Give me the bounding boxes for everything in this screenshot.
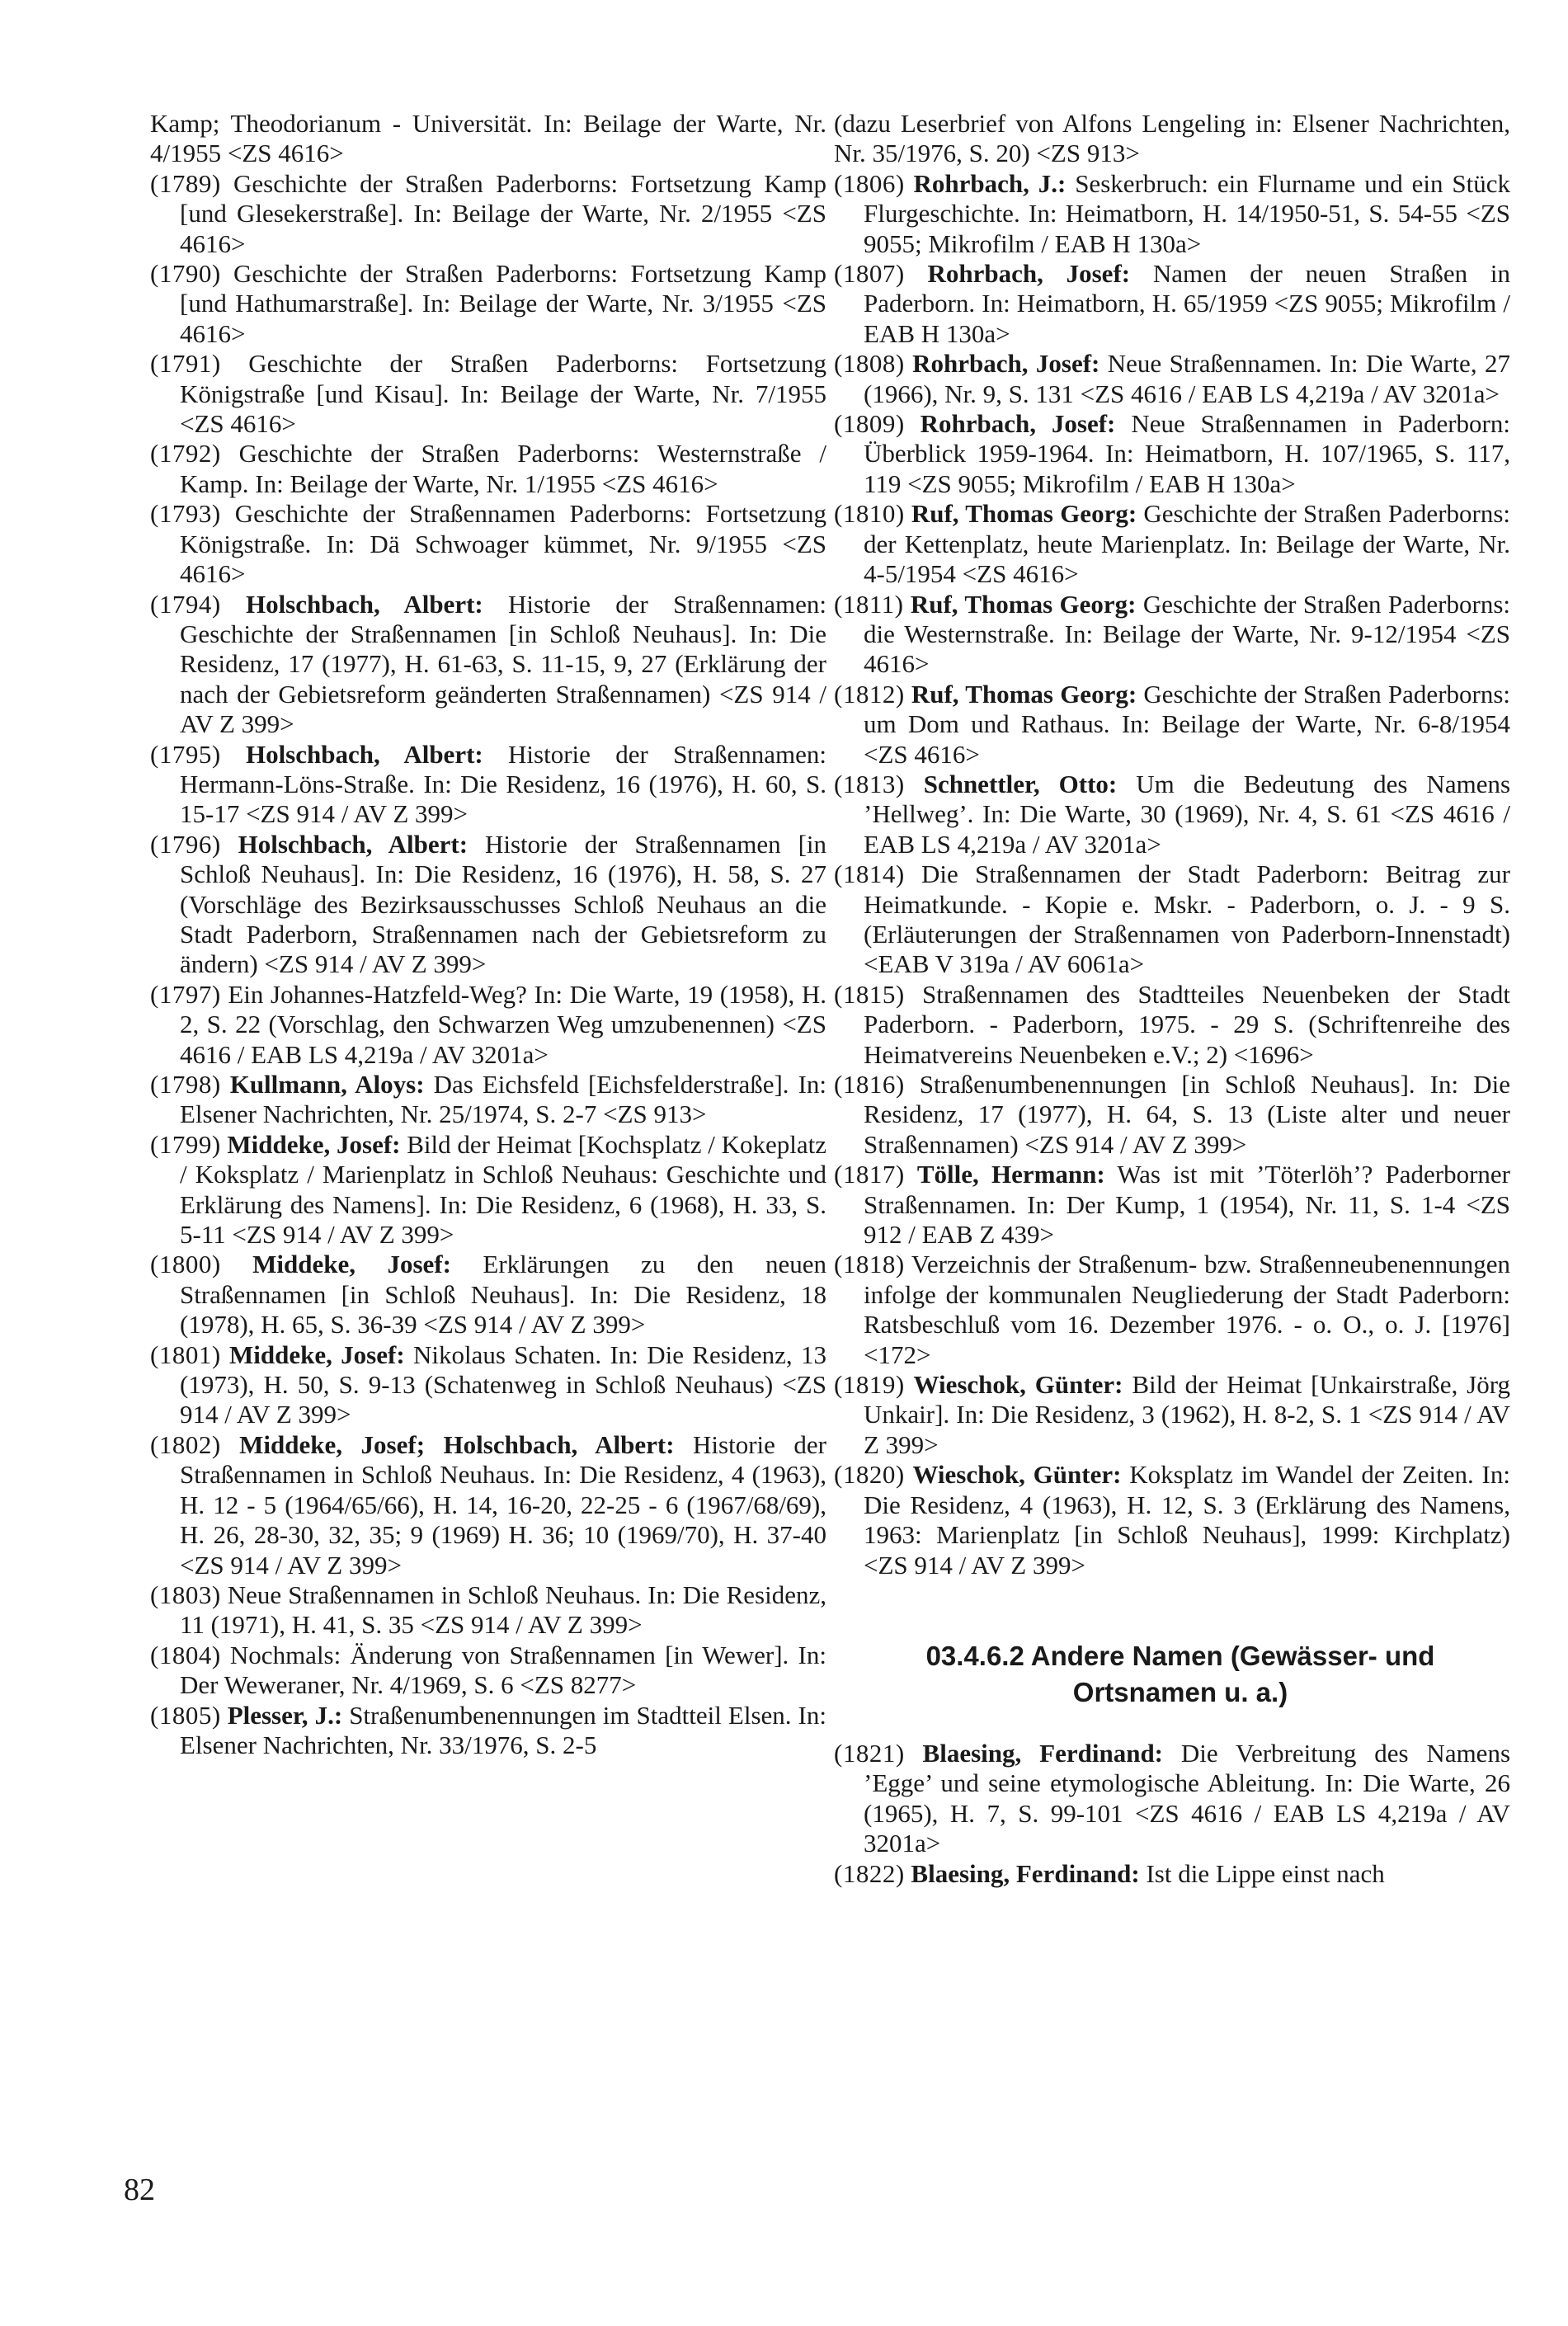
bib-entry bbox=[834, 499, 1510, 589]
entry-text: Geschichte der Straßen Paderborns: Fortsetzung Kamp [und Glesekerstraße]. In: Beilage der Warte, Nr. 2/1955 <ZS 4616> bbox=[180, 168, 826, 258]
entry-author: Ruf, Thomas Georg: bbox=[911, 679, 1137, 709]
bib-entry bbox=[150, 499, 826, 589]
entry-text: Das Eichsfeld [Eichsfelderstraße]. In: Elsener Nachrichten, Nr. 25/1974, S. 2-7 <ZS 913> bbox=[180, 1070, 827, 1129]
entry-number: (1810) bbox=[834, 499, 905, 529]
bib-entry bbox=[834, 409, 1510, 499]
bib-entry bbox=[150, 1430, 826, 1580]
entry-number: (1800) bbox=[150, 1250, 221, 1279]
entry-author: Rohrbach, Josef: bbox=[927, 259, 1131, 289]
entry-number: (1815) bbox=[834, 979, 905, 1009]
entry-text: Geschichte der Straßen Paderborns: um Dom und Rathaus. In: Beilage der Warte, Nr. 6-8/1954 <ZS 4616> bbox=[864, 679, 1511, 769]
right-column bbox=[834, 109, 1510, 1889]
bib-entry bbox=[150, 349, 826, 439]
entry-text: Neue Straßennamen in Paderborn: Überblick 1959-1964. In: Heimatborn, H. 107/1965, S. 117, 119 <ZS 9055; Mikrofilm / EAB H 130a> bbox=[864, 409, 1510, 498]
bib-entry bbox=[150, 830, 826, 980]
bib-entry bbox=[834, 1070, 1510, 1160]
entry-number: (1790) bbox=[150, 259, 221, 289]
entry-text: (dazu Leserbrief von Alfons Lengeling in: Elsener Nachrichten, Nr. 35/1976, S. 20) <ZS 913> bbox=[834, 109, 1510, 168]
entry-number: (1818) bbox=[834, 1250, 905, 1279]
bib-entry bbox=[150, 740, 826, 830]
entry-text: Straßenumbenennungen [in Schloß Neuhaus]. In: Die Residenz, 17 (1977), H. 64, S. 13 (Liste alter und neuer Straßennamen) <ZS 914 / AV Z 399> bbox=[864, 1070, 1510, 1159]
bib-entry bbox=[150, 439, 826, 499]
entry-text: Historie der Straßennamen: Hermann-Löns-Straße. In: Die Residenz, 16 (1976), H. 60, S. 15-17 <ZS 914 / AV Z 399> bbox=[180, 739, 827, 829]
entry-text: Straßennamen des Stadtteiles Neuenbeken der Stadt Paderborn. - Paderborn, 1975. - 29 S. (Schriftenreihe des Heimatvereins Neuenbeken e.V.; 2) <1696> bbox=[864, 979, 1511, 1069]
entry-number: (1789) bbox=[150, 168, 221, 198]
entry-number: (1806) bbox=[834, 168, 905, 198]
bib-entry bbox=[834, 1370, 1510, 1460]
bib-entry bbox=[834, 1460, 1510, 1580]
entry-text: Was ist mit ’Töterlöh’? Paderborner Straßennamen. In: Der Kump, 1 (1954), Nr. 11, S. 1-4 <ZS 912 / EAB Z 439> bbox=[864, 1160, 1511, 1250]
bib-entry bbox=[150, 1641, 826, 1701]
entry-author: Holschbach, Albert: bbox=[245, 739, 483, 769]
entry-number: (1792) bbox=[150, 439, 221, 468]
entry-number: (1798) bbox=[150, 1070, 221, 1099]
entry-text: Nikolaus Schaten. In: Die Residenz, 13 (1973), H. 50, S. 9-13 (Schatenweg in Schloß Neuhaus) <ZS 914 / AV Z 399> bbox=[180, 1340, 826, 1429]
entry-number: (1821) bbox=[834, 1738, 905, 1768]
entry-author: Schnettler, Otto: bbox=[923, 769, 1118, 798]
entry-author: Wieschok, Günter: bbox=[912, 1460, 1122, 1490]
entry-author: Plesser, J.: bbox=[227, 1700, 343, 1730]
bib-entry bbox=[834, 1859, 1510, 1889]
bib-entry bbox=[834, 590, 1510, 680]
entry-number: (1811) bbox=[834, 589, 904, 619]
entry-number: (1814) bbox=[834, 859, 905, 889]
entry-author: Ruf, Thomas Georg: bbox=[911, 499, 1137, 529]
entry-number: (1793) bbox=[150, 499, 221, 529]
entry-text: Seskerbruch: ein Flurname und ein Stück Flurgeschichte. In: Heimatborn, H. 14/1950-51, S. 54-55 <ZS 9055; Mikrofilm / EAB H 130a> bbox=[864, 168, 1510, 258]
entry-text: Neue Straßennamen. In: Die Warte, 27 (1966), Nr. 9, S. 131 <ZS 4616 / EAB LS 4,219a / AV 3201a> bbox=[864, 349, 1510, 408]
bib-entry bbox=[150, 1701, 826, 1761]
entry-number: (1804) bbox=[150, 1640, 221, 1669]
entry-author: Middeke, Josef: bbox=[252, 1250, 451, 1279]
entry-text: Bild der Heimat [Unkairstraße, Jörg Unkair]. In: Die Residenz, 3 (1962), H. 8-2, S. 1 <ZS 914 / AV Z 399> bbox=[864, 1370, 1511, 1459]
entry-number: (1813) bbox=[834, 769, 905, 798]
entry-text: Historie der Straßennamen: Geschichte der Straßennamen [in Schloß Neuhaus]. In: Die Residenz, 17 (1977), H. 61-63, S. 11-15, 9, 27 (Erklärung der nach der Gebietsreform geänderten Straßennamen) <ZS 914 / AV Z 399> bbox=[180, 589, 827, 739]
entry-number: (1795) bbox=[150, 739, 221, 769]
entry-number: (1822) bbox=[834, 1858, 905, 1888]
bib-entry bbox=[834, 859, 1510, 980]
entry-text: Namen der neuen Straßen in Paderborn. In: Heimatborn, H. 65/1959 <ZS 9055; Mikrofilm / EAB H 130a> bbox=[864, 259, 1510, 348]
entry-number: (1820) bbox=[834, 1460, 905, 1490]
entry-number: (1801) bbox=[150, 1340, 221, 1369]
entry-text: Geschichte der Straßen Paderborns: der Kettenplatz, heute Marienplatz. In: Beilage der Warte, Nr. 4-5/1954 <ZS 4616> bbox=[864, 499, 1511, 589]
entry-author: Middeke, Josef; Holschbach, Albert: bbox=[239, 1429, 675, 1459]
entry-number: (1794) bbox=[150, 589, 221, 619]
entry-number: (1808) bbox=[834, 349, 905, 379]
entry-text: Bild der Heimat [Kochsplatz / Kokeplatz / Koksplatz / Marienplatz in Schloß Neuhaus: Geschichte und Erklärung des Namens]. In: Die Residenz, 6 (1968), H. 33, S. 5-11 <ZS 914 / AV Z 399> bbox=[180, 1129, 827, 1250]
entry-text: Neue Straßennamen in Schloß Neuhaus. In: Die Residenz, 11 (1971), H. 41, S. 35 <ZS 914 / AV Z 399> bbox=[180, 1580, 826, 1640]
entry-author: Tölle, Hermann: bbox=[916, 1160, 1105, 1189]
bib-entry bbox=[834, 770, 1510, 859]
entry-number: (1796) bbox=[150, 829, 221, 859]
entry-text: Geschichte der Straßen Paderborns: Fortsetzung Kamp [und Hathumarstraße]. In: Beilage der Warte, Nr. 3/1955 <ZS 4616> bbox=[180, 259, 826, 348]
entry-number: (1816) bbox=[834, 1070, 905, 1099]
bib-entry bbox=[150, 1580, 826, 1641]
bib-entry bbox=[150, 109, 826, 169]
entry-author: Rohrbach, Josef: bbox=[920, 409, 1116, 439]
bib-entry bbox=[150, 1340, 826, 1430]
entry-author: Holschbach, Albert: bbox=[238, 829, 469, 859]
entry-text: Geschichte der Straßen Paderborns: Westernstraße / Kamp. In: Beilage der Warte, Nr. 1/1955 <ZS 4616> bbox=[180, 439, 826, 498]
entry-number: (1809) bbox=[834, 409, 905, 439]
entry-text: Straßenumbenennungen im Stadtteil Elsen. In: Elsener Nachrichten, Nr. 33/1976, S. 2-5 bbox=[180, 1700, 826, 1759]
entry-number: (1791) bbox=[150, 349, 221, 379]
bib-entry bbox=[834, 1250, 1510, 1370]
bib-entry bbox=[150, 1130, 826, 1250]
entry-text: Die Straßennamen der Stadt Paderborn: Beitrag zur Heimatkunde. - Kopie e. Mskr. - Paderborn, o. J. - 9 S. (Erläuterungen der Straßennamen von Paderborn-Innenstadt) <EAB V 319a / AV 6061a> bbox=[864, 859, 1511, 979]
bib-entry bbox=[150, 1250, 826, 1340]
bib-entry bbox=[150, 980, 826, 1070]
entry-number: (1807) bbox=[834, 259, 905, 289]
entry-author: Ruf, Thomas Georg: bbox=[910, 589, 1137, 619]
entry-text: Historie der Straßennamen [in Schloß Neuhaus]. In: Die Residenz, 16 (1976), H. 58, S. 27 (Vorschläge des Bezirksausschusses Schloß Neuhaus an die Stadt Paderborn, Straßennamen nach der Gebietsreform zu ändern) <ZS 914 / AV Z 399> bbox=[180, 829, 827, 979]
section-heading-line: 03.4.6.2 Andere Namen (Gewässer- und bbox=[925, 1640, 1435, 1671]
entry-number: (1805) bbox=[150, 1700, 221, 1730]
entry-number: (1799) bbox=[150, 1129, 221, 1159]
entry-number: (1819) bbox=[834, 1370, 905, 1400]
entry-text: Erklärungen zu den neuen Straßennamen [in Schloß Neuhaus]. In: Die Residenz, 18 (1978), H. 65, S. 36-39 <ZS 914 / AV Z 399> bbox=[180, 1250, 827, 1340]
entry-text: Ist die Lippe einst nach bbox=[1146, 1858, 1385, 1888]
bib-entry bbox=[834, 680, 1510, 770]
section-heading bbox=[834, 1638, 1510, 1711]
entry-author: Holschbach, Albert: bbox=[245, 589, 483, 619]
bib-entry bbox=[150, 1070, 826, 1130]
entry-number: (1797) bbox=[150, 979, 221, 1009]
entry-author: Rohrbach, J.: bbox=[913, 168, 1067, 198]
entry-number: (1803) bbox=[150, 1580, 221, 1609]
bib-entry bbox=[834, 1160, 1510, 1250]
entry-author: Kullmann, Aloys: bbox=[229, 1070, 425, 1099]
bib-entry bbox=[834, 259, 1510, 349]
entry-text: Geschichte der Straßen Paderborns: Fortsetzung Königstraße [und Kisau]. In: Beilage der Warte, Nr. 7/1955 <ZS 4616> bbox=[180, 349, 826, 439]
entry-text: Nochmals: Änderung von Straßennamen [in Wewer]. In: Der Weweraner, Nr. 4/1969, S. 6 <ZS 8277> bbox=[180, 1640, 826, 1700]
entry-number: (1812) bbox=[834, 679, 905, 709]
entry-text: Um die Bedeutung des Namens ’Hellweg’. In: Die Warte, 30 (1969), Nr. 4, S. 61 <ZS 4616 / EAB LS 4,219a / AV 3201a> bbox=[864, 769, 1511, 859]
bib-entry bbox=[834, 169, 1510, 259]
bib-entry bbox=[150, 590, 826, 740]
bib-entry bbox=[834, 109, 1510, 169]
entry-text: Historie der Straßennamen in Schloß Neuhaus. In: Die Residenz, 4 (1963), H. 12 - 5 (1964/65/66), H. 14, 16-20, 22-25 - 6 (1967/68/69), H. 26, 28-30, 32, 35; 9 (1969) H. 36; 10 (1969/70), H. 37-40 <ZS 914 / AV Z 399> bbox=[180, 1429, 826, 1580]
entry-text: Ein Johannes-Hatzfeld-Weg? In: Die Warte, 19 (1958), H. 2, S. 22 (Vorschlag, den Schwarzen Weg umzubenennen) <ZS 4616 / EAB LS 4,219a / AV 3201a> bbox=[180, 979, 826, 1069]
page-number: 82 bbox=[124, 2173, 155, 2207]
section-heading-line: Ortsnamen u. a.) bbox=[1072, 1676, 1288, 1707]
left-column bbox=[150, 109, 826, 1760]
entry-author: Wieschok, Günter: bbox=[913, 1370, 1123, 1400]
bib-entry bbox=[834, 349, 1510, 409]
entry-author: Blaesing, Ferdinand: bbox=[922, 1738, 1164, 1768]
entry-author: Blaesing, Ferdinand: bbox=[911, 1858, 1140, 1888]
entry-text: Koksplatz im Wandel der Zeiten. In: Die Residenz, 4 (1963), H. 12, S. 3 (Erklärung des Namens, 1963: Marienplatz [in Schloß Neuhaus], 1999: Kirchplatz) <ZS 914 / AV Z 399> bbox=[864, 1460, 1510, 1580]
entry-text: Geschichte der Straßen Paderborns: die Westernstraße. In: Beilage der Warte, Nr. 9-12/1954 <ZS 4616> bbox=[864, 589, 1510, 679]
bib-entry bbox=[834, 1739, 1510, 1859]
entry-number: (1802) bbox=[150, 1429, 221, 1459]
bib-entry bbox=[150, 169, 826, 259]
entry-text: Die Verbreitung des Namens ’Egge’ und seine etymologische Ableitung. In: Die Warte, 26 (1965), H. 7, S. 99-101 <ZS 4616 / EAB LS 4,219a / AV 3201a> bbox=[864, 1738, 1511, 1858]
bib-entry bbox=[150, 259, 826, 349]
bib-entry bbox=[834, 980, 1510, 1070]
entry-number: (1817) bbox=[834, 1160, 905, 1189]
entry-text: Geschichte der Straßennamen Paderborns: Fortsetzung Königstraße. In: Dä Schwoager kümmet, Nr. 9/1955 <ZS 4616> bbox=[180, 499, 827, 589]
entry-author: Rohrbach, Josef: bbox=[912, 349, 1100, 379]
entry-author: Middeke, Josef: bbox=[228, 1340, 405, 1369]
entry-text: Kamp; Theodorianum - Universität. In: Beilage der Warte, Nr. 4/1955 <ZS 4616> bbox=[150, 109, 826, 168]
entry-author: Middeke, Josef: bbox=[227, 1129, 401, 1159]
entry-text: Verzeichnis der Straßenum- bzw. Straßenneubenennungen infolge der kommunalen Neugliederung der Stadt Paderborn: Ratsbeschluß vom 16. Dezember 1976. - o. O., o. J. [1976] <172> bbox=[864, 1250, 1510, 1369]
